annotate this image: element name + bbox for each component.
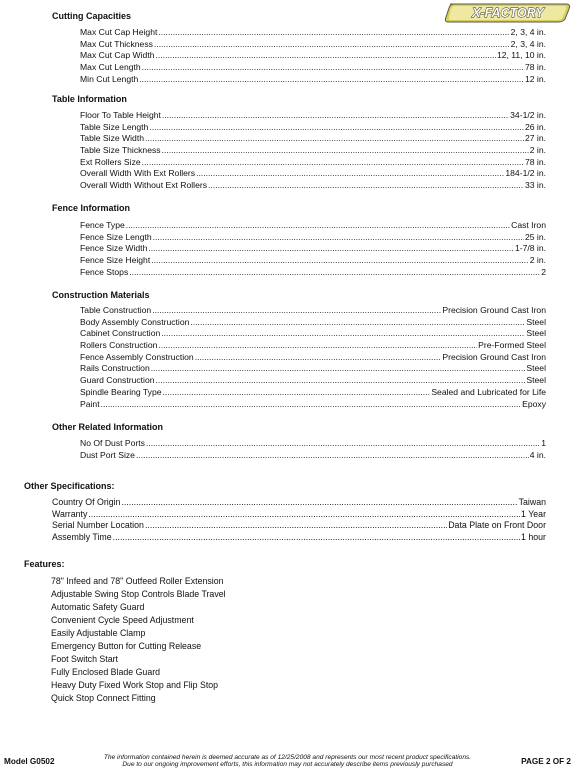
spec-row [80,399,546,411]
spec-row [80,50,546,62]
section-title-other-related-information: Other Related Information [52,422,164,432]
spec-label: Cabinet Construction [80,328,161,339]
spec-row [52,520,546,532]
spec-row [80,157,546,169]
spec-row [80,145,546,157]
dot-leader [208,180,524,192]
spec-row [80,438,546,450]
spec-label: Table Size Width [80,133,145,144]
spec-value: 26 in. [524,121,546,132]
spec-row [80,168,546,180]
spec-value: 2 in. [529,145,546,156]
section-title-features: Features: [24,559,65,569]
dot-leader [139,74,524,86]
spec-row [80,317,546,329]
spec-label: Min Cut Length [80,73,139,84]
spec-label: Paint [80,398,100,409]
dot-leader [161,328,525,340]
spec-label: Ext Rollers Size [80,156,141,167]
spec-value: 33 in. [524,180,546,191]
spec-value: Cast Iron [511,220,546,230]
spec-row [80,340,546,352]
dot-leader [129,267,540,279]
spec-value: 1 [541,438,546,448]
footer-disclaimer [70,754,505,769]
construction-materials-list [80,305,546,410]
dot-leader [162,145,529,157]
spec-row [80,375,546,387]
spec-label: Max Cut Thickness [80,38,153,49]
table-information-list [80,110,546,192]
spec-value: 34-1/2 in. [510,110,546,120]
spec-value: Taiwan [518,497,546,507]
dot-leader [152,305,441,317]
spec-row [80,180,546,192]
spec-value: Steel [526,363,546,374]
spec-value: 1 hour [521,532,546,543]
svg-text:X-FACTORY: X-FACTORY [472,6,544,21]
spec-label: Overall Width With Ext Rollers [80,168,196,179]
spec-row [80,450,546,462]
section-title-fence-information: Fence Information [52,203,131,213]
dot-leader [145,133,524,145]
page-footer [0,754,575,774]
dot-leader [156,50,496,62]
spec-row [80,74,546,86]
spec-label: Max Cut Cap Height [80,27,158,37]
dot-leader [121,497,517,509]
spec-label: Fence Assembly Construction [80,351,194,362]
spec-label: Fence Stops [80,266,129,277]
spec-row [80,122,546,134]
cutting-capacities-list [80,27,546,85]
spec-value: 2, 3, 4 in. [510,27,546,37]
spec-label: Warranty [52,508,88,519]
dot-leader [153,232,524,244]
spec-label: Overall Width Without Ext Rollers [80,180,208,191]
spec-row [52,532,546,544]
dot-leader [146,438,540,450]
other-related-information-list [80,438,546,461]
section-title-construction-materials: Construction Materials [52,290,150,300]
spec-value: Steel [526,375,546,386]
spec-row [80,62,546,74]
spec-value: Epoxy [522,398,546,409]
spec-label: Fence Size Width [80,243,148,254]
spec-value: 2 [541,266,546,277]
spec-row [80,220,546,232]
dot-leader [156,375,526,387]
spec-value: 1-7/8 in. [514,243,546,254]
dot-leader [136,450,529,462]
spec-label: Guard Construction [80,375,155,386]
spec-value: 25 in. [524,231,546,242]
dot-leader [145,520,447,532]
spec-label: Table Size Length [80,121,149,132]
dot-leader [163,387,431,399]
spec-row [80,39,546,51]
spec-row [80,255,546,267]
footer-disclaimer-line-1: The information contained herein is deemed accurate as of 12/25/2008 and represents our most recent product specifications. [103,754,472,761]
feature-item: Fully Enclosed Blade Guard [51,667,161,677]
spec-label: Max Cut Length [80,62,141,73]
spec-row [80,243,546,255]
spec-row [80,267,546,279]
dot-leader [126,220,510,232]
feature-item: 78" Infeed and 78" Outfeed Roller Extension [51,576,224,586]
feature-item: Foot Switch Start [51,654,118,664]
spec-value: Precision Ground Cast Iron [442,305,546,315]
dot-leader [151,255,529,267]
spec-value: Sealed and Lubricated for Life [431,386,546,397]
spec-label: Assembly Time [52,532,112,543]
dot-leader [151,363,526,375]
spec-row [80,133,546,145]
spec-row [80,352,546,364]
spec-value: Data Plate on Front Door [448,520,546,531]
dot-leader [158,340,477,352]
spec-row [80,232,546,244]
dot-leader [142,62,524,74]
spec-label: Body Assembly Construction [80,316,190,327]
spec-value: 2 in. [529,255,546,266]
feature-item: Quick Stop Connect Fitting [51,693,156,703]
other-specifications-list [52,497,546,544]
spec-value: 78 in. [524,62,546,73]
dot-leader [196,168,504,180]
spec-row [80,110,546,122]
dot-leader [148,243,514,255]
spec-row [80,363,546,375]
dot-leader [190,317,525,329]
spec-value: 184-1/2 in. [505,168,546,179]
dot-leader [113,532,520,544]
spec-label: Fence Size Length [80,231,152,242]
spec-value: 12, 11, 10 in. [496,50,546,61]
spec-value: 27 in. [524,133,546,144]
section-title-table-information: Table Information [52,94,127,104]
spec-value: 12 in. [524,73,546,84]
section-title-other-specifications: Other Specifications: [24,481,115,491]
spec-value: 78 in. [524,156,546,167]
feature-item: Emergency Button for Cutting Release [51,641,202,651]
spec-row [80,387,546,399]
spec-label: Fence Type [80,220,125,230]
spec-label: Table Construction [80,305,152,315]
spec-label: Rails Construction [80,363,150,374]
spec-label: Country Of Origin [52,497,121,507]
spec-value: Steel [526,316,546,327]
dot-leader [101,399,522,411]
spec-label: Fence Size Height [80,255,151,266]
spec-row [80,328,546,340]
spec-value: Steel [526,328,546,339]
spec-row [52,497,546,509]
spec-label: Max Cut Cap Width [80,50,155,61]
footer-model: Model G0502 [4,757,55,766]
spec-value: 4 in. [529,449,546,460]
spec-row [80,305,546,317]
dot-leader [162,110,509,122]
feature-item: Heavy Duty Fixed Work Stop and Flip Stop [51,680,219,690]
spec-label: Floor To Table Height [80,110,161,120]
spec-row [80,27,546,39]
dot-leader [149,122,524,134]
dot-leader [195,352,442,364]
spec-label: Spindle Bearing Type [80,386,162,397]
spec-label: Table Size Thickness [80,145,161,156]
footer-page-number: PAGE 2 OF 2 [521,757,571,766]
x-factory-logo [444,2,572,24]
features-list [51,575,226,705]
dot-leader [88,509,520,521]
section-title-cutting-capacities: Cutting Capacities [52,11,132,21]
spec-value: Precision Ground Cast Iron [442,351,546,362]
spec-label: Dust Port Size [80,449,135,460]
spec-label: Rollers Construction [80,340,158,351]
spec-value: 1 Year [521,508,546,519]
spec-label: Serial Number Location [52,520,144,531]
spec-label: No Of Dust Ports [80,438,145,448]
dot-leader [142,157,524,169]
spec-value: 2, 3, 4 in. [510,38,546,49]
spec-row [52,509,546,521]
feature-item: Easily Adjustable Clamp [51,628,146,638]
feature-item: Convenient Cycle Speed Adjustment [51,615,194,625]
feature-item: Automatic Safety Guard [51,602,145,612]
dot-leader [158,27,509,39]
footer-disclaimer-line-2: Due to our ongoing improvement efforts, this information may not accurately describe items previously purchased [122,761,453,769]
dot-leader [154,39,510,51]
spec-value: Pre-Formed Steel [478,340,546,351]
feature-item: Adjustable Swing Stop Controls Blade Travel [51,589,226,599]
fence-information-list [80,220,546,278]
